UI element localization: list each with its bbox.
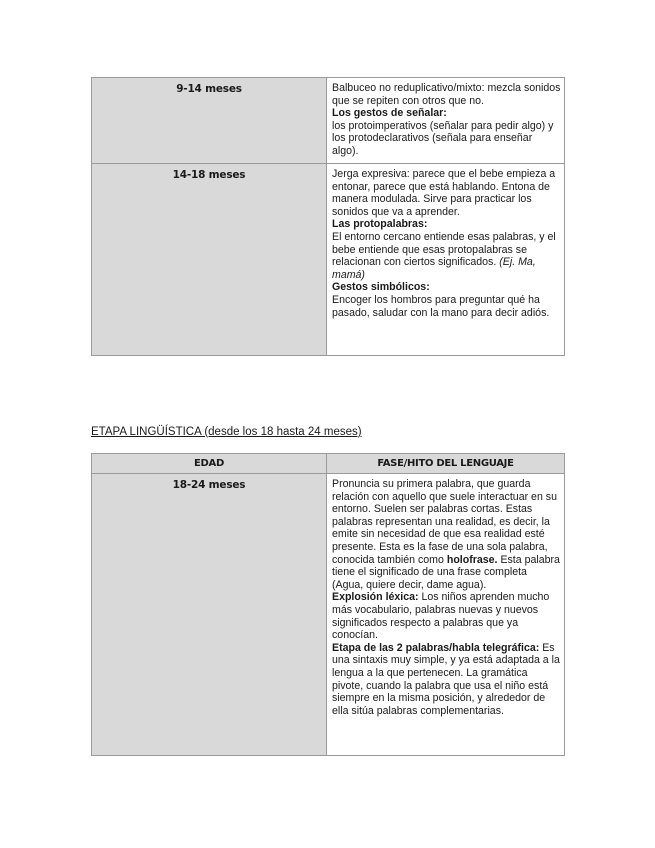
milestone-text-tail: Esta palabra tiene el significado de una frase completa (Agua, quiere decir, dame agua). <box>332 553 560 591</box>
age-label: 18-24 meses <box>172 479 246 491</box>
milestone-text-main: El entorno cercano entiende esas palabras, y el bebe entiende que esas protopalabras se relacionan con ciertos significados. <box>332 230 556 269</box>
milestone-cell <box>327 78 565 164</box>
milestone-heading: Los gestos de señalar: <box>332 107 447 120</box>
table-header-row <box>92 454 565 474</box>
milestone-heading: Etapa de las 2 palabras/habla telegráfica: <box>332 641 540 654</box>
milestone-text-main: Los niños aprenden mucho más vocabulario, palabras nuevas y nuevos significados respecto a palabras que ya conocían. <box>332 591 550 642</box>
milestone-term: holofrase. <box>446 553 498 566</box>
milestone-heading: Gestos simbólicos: <box>332 281 430 294</box>
age-cell <box>92 78 327 164</box>
milestone-text <box>332 642 561 718</box>
milestone-text-main: Es una sintaxis muy simple, y ya está adaptada a la lengua a la que pertenecen. La gramática pivote, cuando la palabra que usa el niño está siempre en la misma posición, y alrededor de ella sitúa palabras complementarias. <box>332 641 560 717</box>
milestone-text: los protoimperativos (señalar para pedir algo) y los protodeclarativos (señala para enseñar algo). <box>332 119 554 157</box>
example-text: (Ej. Ma, mamá) <box>332 256 536 281</box>
age-label: 9-14 meses <box>176 83 242 95</box>
milestone-text-main: Pronuncia su primera palabra, que guarda relación con aquello que suele interactuar en su entorno. Suelen ser palabras cortas. Estas palabras representan una realidad, es decir, la emite sin necesidad de que esa realidad esté presente. Esta es la fase de una sola palabra, conocida también como <box>332 478 557 566</box>
milestone-text: Jerga expresiva: parece que el bebe empieza a entonar, parece que está hablando. Entona de manera modulada. Sirve para practicar los sonidos que va a aprender. <box>332 168 556 218</box>
milestone-text <box>332 231 561 281</box>
milestone-cell <box>327 164 565 356</box>
milestone-heading: Las protopalabras: <box>332 218 428 231</box>
development-table-linguistic <box>91 453 565 756</box>
milestone-text: Balbuceo no reduplicativo/mixto: mezcla sonidos que se repiten con otros que no. <box>332 82 561 107</box>
table-row <box>92 164 565 356</box>
milestone-heading: Explosión léxica: <box>332 591 419 604</box>
milestone-cell <box>327 474 565 756</box>
age-cell <box>92 474 327 756</box>
milestone-text: Encoger los hombros para preguntar qué ha pasado, saludar con la mano para decir adiós. <box>332 293 550 319</box>
table-row <box>92 474 565 756</box>
age-cell <box>92 164 327 356</box>
column-header-milestone: FASE/HITO DEL LENGUAJE <box>327 454 565 474</box>
table-row <box>92 78 565 164</box>
age-label: 14-18 meses <box>172 169 246 181</box>
milestone-text <box>332 478 561 591</box>
column-header-age: EDAD <box>92 454 327 474</box>
development-table-prelinguistic <box>91 77 565 356</box>
milestone-text <box>332 591 561 641</box>
section-title: ETAPA LINGÜÍSTICA (desde los 18 hasta 24 meses) <box>91 426 362 438</box>
